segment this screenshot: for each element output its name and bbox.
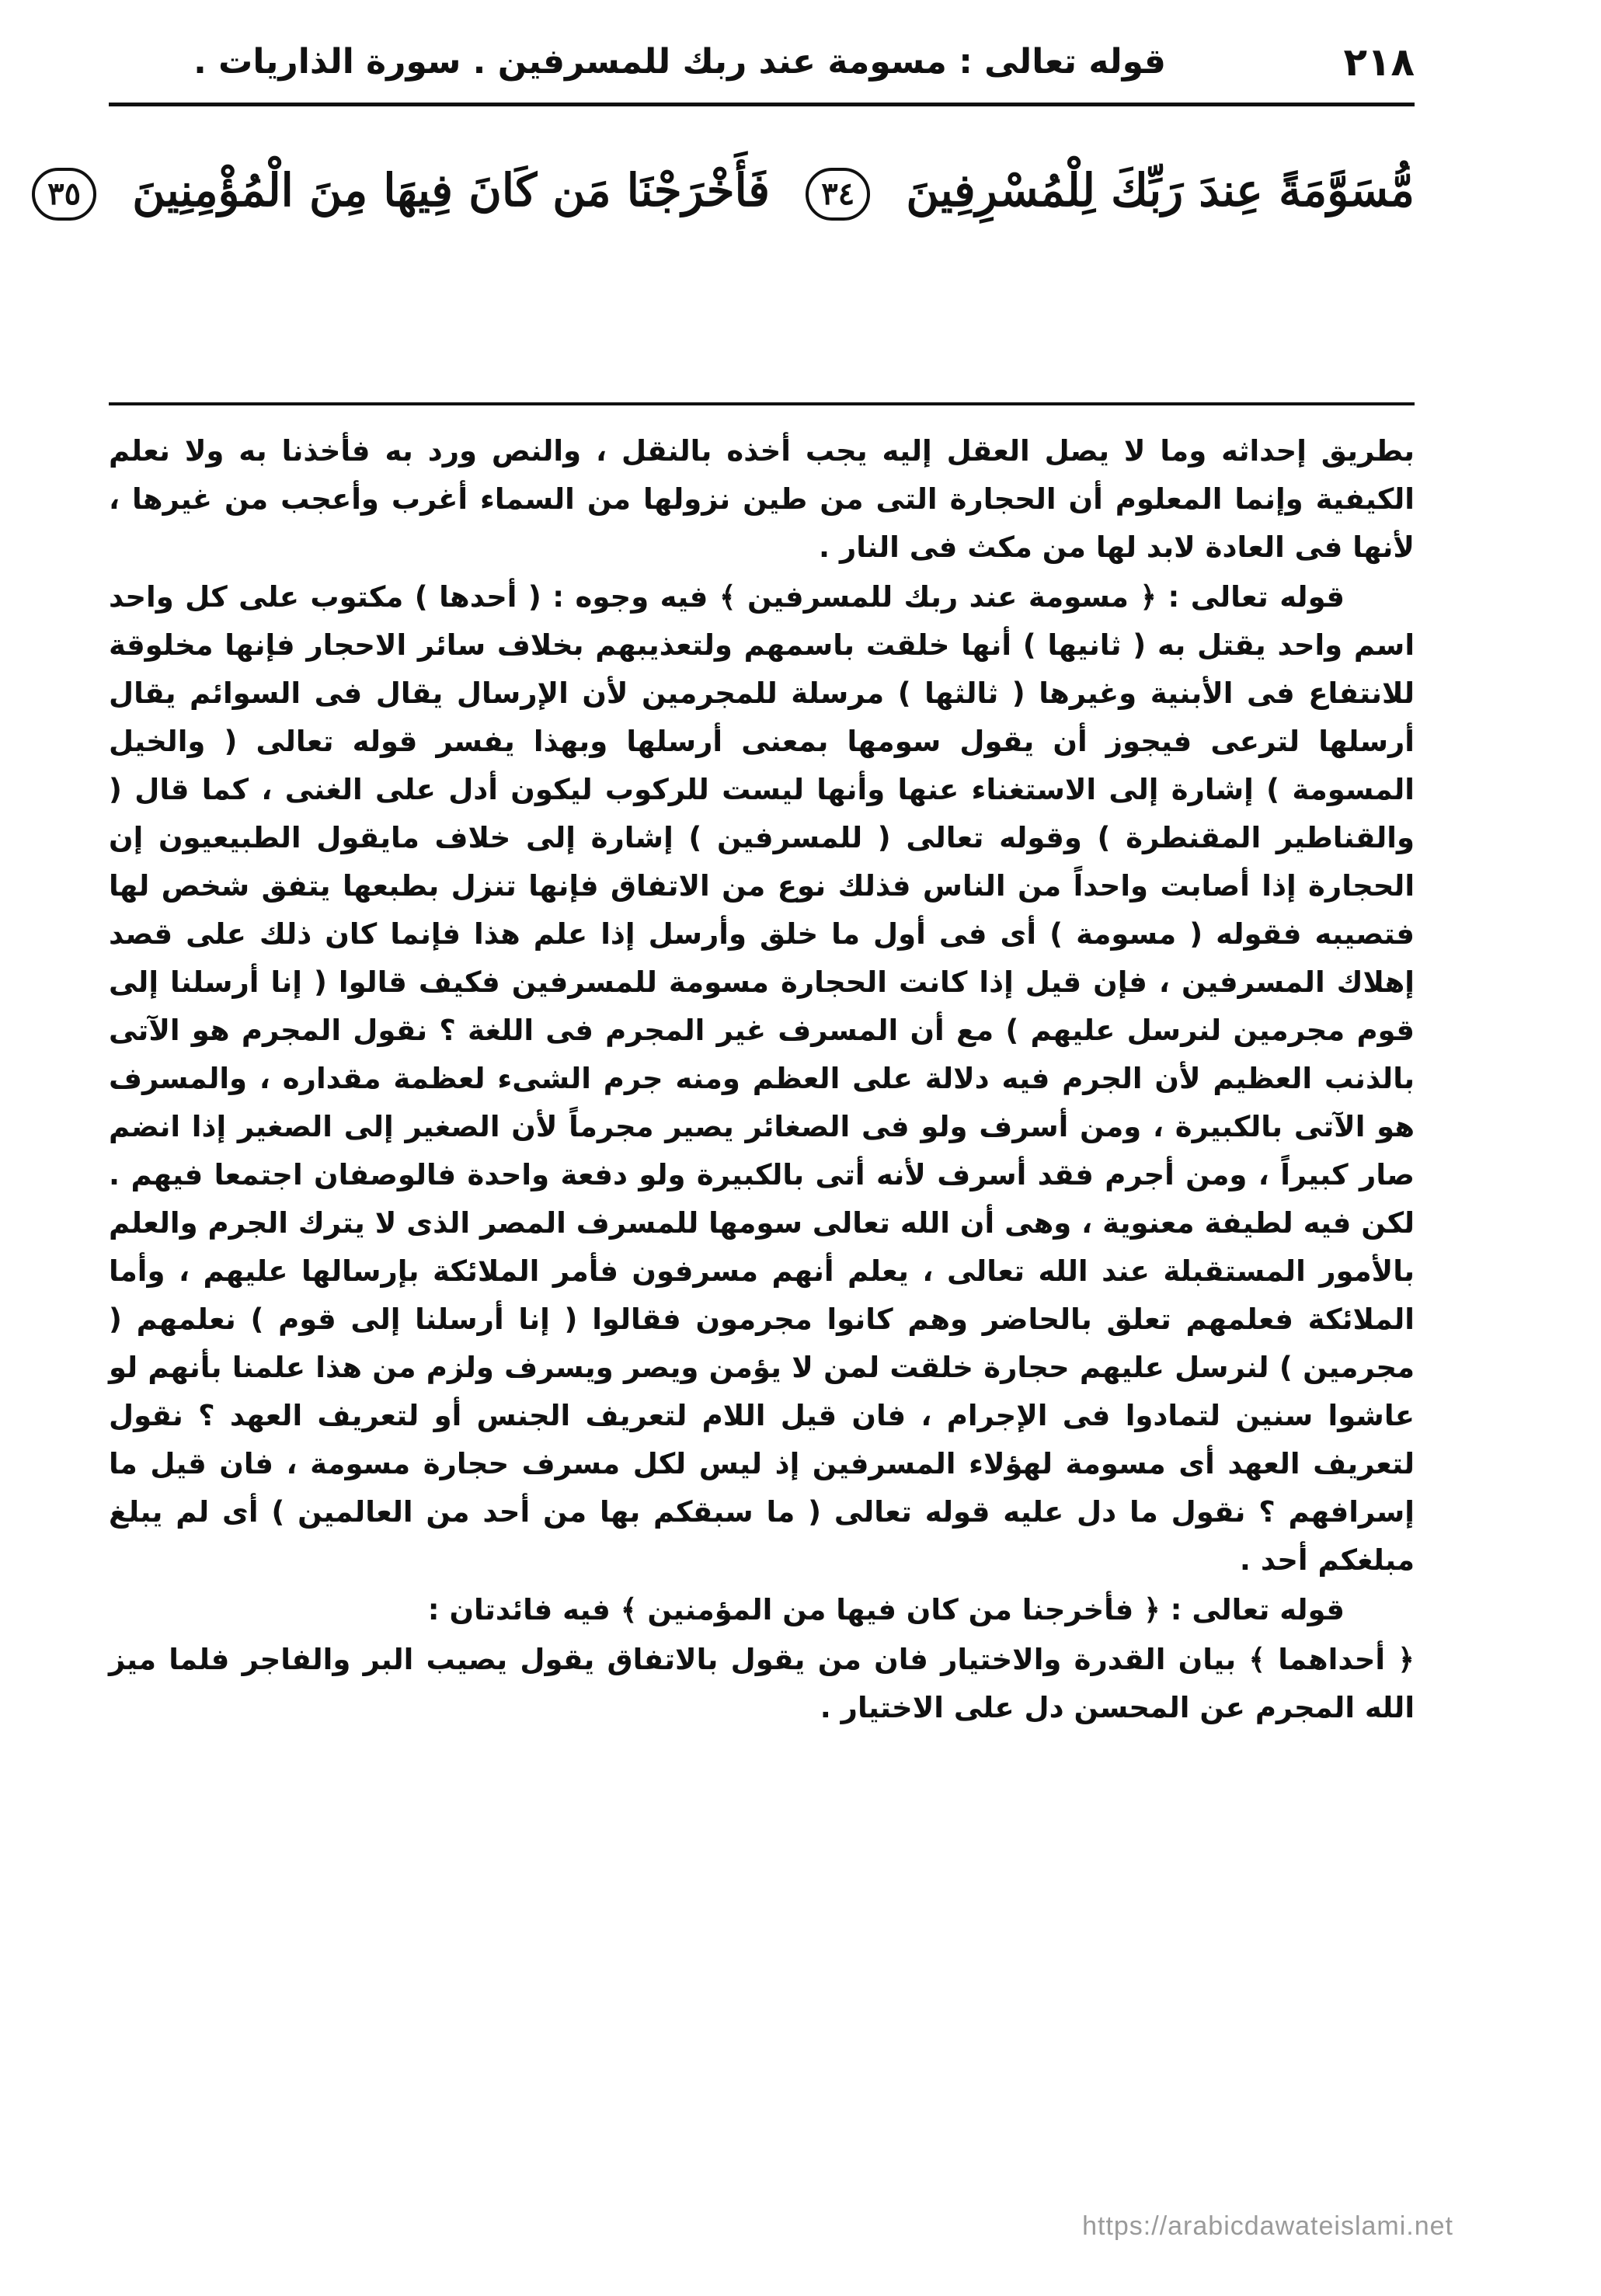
running-head-title: قوله تعالى : مسومة عند ربك للمسرفين . سورة الذاريات . [193,42,1166,82]
commentary-text [109,427,1415,2141]
page-number: ٢١٨ [1343,40,1415,85]
paragraph: بطريق إحداثه وما لا يصل العقل إليه يجب أخذه بالنقل ، والنص ورد به فأخذنا به ولا نعلم الكيفية وإنما المعلوم أن الحجارة التى من طين نزولها من السماء أغرب وأعجب من غيرها ، لأنها فى العادة لابد لها من مكث فى النار . [109,434,1415,564]
running-head [109,31,1415,93]
header-divider [109,103,1415,106]
verse-divider [109,402,1415,405]
paragraph: قوله تعالى : ﴿ مسومة عند ربك للمسرفين ﴾ فيه وجوه : ( أحدها ) مكتوب على كل واحد اسم واحد يقتل به ( ثانيها ) أنها خلقت باسمهم ولتعذيبهم بخلاف سائر الاحجار فإنها مخلوقة للانتفاع فى الأبنية وغيرها ( ثالثها ) مرسلة للمجرمين لأن الإرسال يقال فى السوائم يقال أرسلها لترعى فيجوز أن يقول سومها بمعنى أرسلها وبهذا يفسر قوله تعالى ( والخيل المسومة ) إشارة إلى الاستغناء عنها وأنها ليست للركوب ليكون أدل على الغنى ، كما قال ( والقناطير المقنطرة ) وقوله تعالى ( للمسرفين ) إشارة إلى خلاف مايقول الطبيعيون إن الحجارة إذا أصابت واحداً من الناس فذلك نوع من الاتفاق فإنها تنزل بطبعها يتفق شخص لها فتصيبه فقوله ( مسومة ) أى فى أول ما خلق وأرسل إذا علم هذا فإنما كان ذلك على قصد إهلاك المسرفين ، فإن قيل إذا كانت الحجارة مسومة للمسرفين فكيف قالوا ( إنا أرسلنا إلى قوم مجرمين لنرسل عليهم ) مع أن المسرف غير المجرم فى اللغة ؟ نقول المجرم هو الآتى بالذنب العظيم لأن الجرم فيه دلالة على العظم ومنه جرم الشىء لعظمة مقداره ، والمسرف هو الآتى بالكبيرة ، ومن أسرف ولو فى الصغائر يصير مجرماً لأن الصغير إلى الصغير إذا انضم صار كبيراً ، ومن أجرم فقد أسرف لأنه أتى بالكبيرة ولو دفعة واحدة فالوصفان اجتمعا فيهم . لكن فيه لطيفة معنوية ، وهى أن الله تعالى سومها للمسرف المصر الذى لا يترك الجرم والعلم بالأمور المستقبلة عند الله تعالى ، يعلم أنهم مسرفون فأمر الملائكة بإرسالها عليهم ، وأما الملائكة فعلمهم تعلق بالحاضر وهم كانوا مجرمون فقالوا ( إنا أرسلنا إلى قوم ) نعلمهم ( مجرمين ) لنرسل عليهم حجارة خلقت لمن لا يؤمن ويصر ويسرف ولزم من هذا علمنا بأنهم لو عاشوا سنين لتمادوا فى الإجرام ، فان قيل اللام لتعريف الجنس أو لتعريف العهد ؟ نقول لتعريف العهد أى مسومة لهؤلاء المسرفين إذ ليس لكل مسرف حجارة مسومة ، فان قيل ما إسرافهم ؟ نقول ما دل عليه قوله تعالى ( ما سبقكم بها من أحد من العالمين ) أى لم يبلغ مبلغكم أحد . [109,580,1415,1577]
paragraph: ﴿ أحداهما ﴾ بيان القدرة والاختيار فان من يقول بالاتفاق يقول يصيب البر والفاجر فلما ميز الله المجرم عن المحسن دل على الاختيار . [109,1643,1415,1724]
verse-part-1: مُّسَوَّمَةً عِندَ رَبِّكَ لِلْمُسْرِفِينَ [906,164,1415,217]
ayah-number-35: ٣٥ [32,168,96,221]
ayah-number-34: ٣٤ [806,168,870,221]
watermark-url: https://arabicdawateislami.net [1082,2211,1453,2241]
paragraph: قوله تعالى : ﴿ فأخرجنا من كان فيها من المؤمنين ﴾ فيه فائدتان : [427,1593,1345,1626]
quran-verse [47,148,1415,233]
verse-part-2: فَأَخْرَجْنَا مَن كَانَ فِيهَا مِنَ الْمُؤْمِنِينَ [132,164,770,217]
